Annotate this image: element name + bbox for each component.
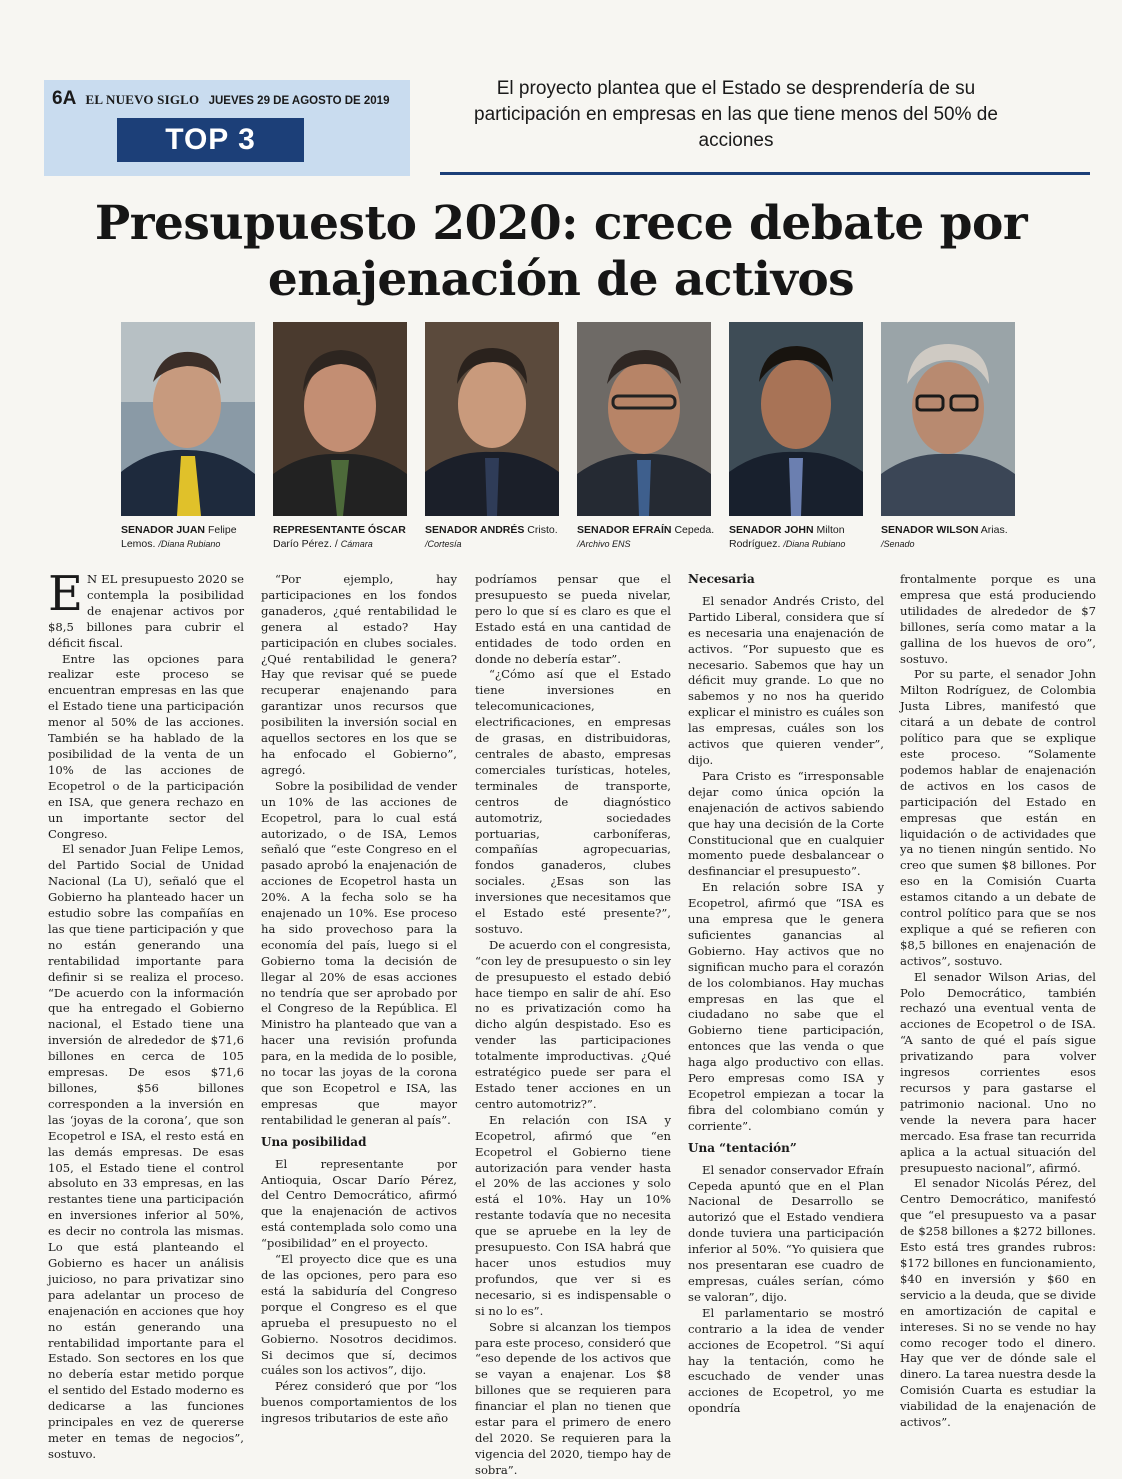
paragraph: El senador Juan Felipe Lemos, del Partido Social de Unidad Nacional (La U), señaló que el Gobierno ha planteado hacer un estudio sobre las compañías en las que tiene participación y que no están generando una rentabilidad importante para definir si se realiza el proceso. “De acuerdo con la información que ha entregado el Gobierno nacional, el Estado tiene una inversión de alrededor de $71,6 billones en cerca de 105 empresas. De esos $71,6 billones, $56 billones corresponden a la inversión en las ‘joyas de la corona’, que son Ecopetrol e ISA, el resto está en las demás empresas. De esas 105, el Estado tiene el control absoluto en 33 empresas, en las restantes tiene una participación en inversiones inferior al 50%, es decir no controla las mismas. Lo que está planteando el Gobierno es hacer un análisis juicioso, no para privatizar sino para adelantar un proceso de enajenación en acciones que hoy no están generando una rentabilidad importante para el Estado. Son sectores en los que no debería estar metido porque el sentido del Estado moderno es dedicarse a las funciones principales en vez de quererse meter en temas de negocios”, sostuvo. (48, 842, 244, 1461)
portrait-photo-5 (729, 322, 863, 516)
paragraph: El representante por Antioquia, Oscar Darío Pérez, del Centro Democrático, afirmó que la enajenación de activos está contemplada solo como una “posibilidad” en el proyecto. (261, 1156, 457, 1251)
paragraph: Pérez consideró que por “los buenos comportamientos de los ingresos tributarios de este año (261, 1379, 457, 1426)
paragraph: “¿Cómo así que el Estado tiene inversiones en telecomunicaciones, electrificaciones, en empresas de grasas, en distribuidoras, centrales de abasto, empresas comerciales turísticas, hoteles, terminales de transporte, centros de diagnóstico automotriz, sociedades portuarias, carboníferas, compañías agropecuarias, fondos ganaderos, clubes sociales. ¿Esas son las inversiones que necesitamos que el Estado esté presente?”, sostuvo. (475, 667, 671, 936)
photo-caption-4: SENADOR EFRAÍN Cepeda. /Archivo ENS (577, 524, 715, 549)
page-info (52, 88, 389, 110)
photo-caption-2: REPRESENTANTE ÓSCAR Darío Pérez. / Cámara (273, 524, 406, 550)
photo-caption-6: SENADOR WILSON Arias. /Senado (881, 524, 1008, 549)
article-column-1: E N EL presupuesto 2020 se contempla la posibilidad de enajenar activos por $8,5 billones para cubrir el déficit fiscal. Entre las opciones para realizar este proceso se encuentran empresas en las que el Estado tiene una participación menor al 50% de las acciones. También se ha hablado de la posibilidad de la venta de un 10% de las acciones de Ecopetrol o de la participación en ISA, que genera rechazo en un importante sector del Congreso. El senador Juan Felipe Lemos, del Partido Social de Unidad Nacional (La U), señaló que el Gobierno ha planteado hacer un estudio sobre las compañías en las que tiene participación y que no están generando una rentabilidad importante para definir si se realiza el proceso. “De acuerdo con la información que ha entregado el Gobierno nacional, el Estado tiene una inversión de alrededor de $71,6 billones en cerca de 105 empresas. De esos $71,6 billones, $56 billones corresponden a la inversión en las ‘joyas de la corona’, que son Ecopetrol e ISA, el resto está en las demás empresas. De esas 105, el Estado tiene el control absoluto en 33 empresas, en las restantes tiene una participación en inversiones inferior al 50%, es decir no controla las mismas. Lo que está planteando el Gobierno es hacer un análisis juicioso, no para privatizar sino para adelantar un proceso de enajenación en acciones que hoy no están generando una rentabilidad importante para el Estado. Son sectores en los que no debería estar metido porque el sentido del Estado moderno es dedicarse a las funciones principales en vez de quererse meter en temas de negocios”, sostuvo. (48, 566, 244, 1461)
article-column-5 (900, 572, 1096, 1430)
issue-date: JUEVES 29 DE AGOSTO DE 2019 (208, 95, 390, 107)
photo-caption-1: SENADOR JUAN Felipe Lemos. /Diana Rubiano (121, 524, 237, 550)
paragraph: El senador Nicolás Pérez, del Centro Democrático, manifestó que “el presupuesto va a pasar de $258 billones a $272 billones. Esto está tres grandes rubros: $172 billones en funcionamiento, $40 en inversión y $60 en servicio a la deuda, que se divide en amortización de capital e intereses. Si no se vende no hay como recoger todo el dinero. Hay que ver de dónde sale el dinero. La tarea nuestra desde la Comisión Cuarta es estudiar la viabilidad de la enajenación de activos”. (900, 1176, 1096, 1430)
paragraph: En relación sobre ISA y Ecopetrol, afirmó que “ISA es una empresa que le genera suficientes ganancias al Gobierno. Hay activos que no significan mucho para el corazón de los colombianos. Hay muchas empresas en las que el ciudadano no sabe que el Gobierno tiene participación, entonces que las venda o que haga algo productivo con ellas. Pero empresas como ISA y Ecopetrol empiezan a tocar la fibra del colombiano común y corriente”. (688, 880, 884, 1133)
portrait-photo-2 (273, 322, 407, 516)
subheading-necesaria: Necesaria (688, 572, 755, 586)
paragraph: Sobre si alcanzan los tiempos para este proceso, consideró que “eso depende de los activos que se vayan a enajenar. Los $8 billones que se requieren para financiar el plan no tienen que estar para el primero de enero del 2020. Se requieren para la vigencia del 2020, tiempo hay de sobra”. (475, 1319, 671, 1477)
newspaper-name: EL NUEVO SIGLO (85, 92, 200, 107)
paragraph: Para Cristo es “irresponsable dejar como única opción la enajenación de activos sabiendo que hay una decisión de la Corte Constitucional que en cualquier momento puede desbalancear o desfinanciar el presupuesto”. (688, 768, 884, 879)
paragraph: “El proyecto dice que es una de las opciones, pero para eso está la sabiduría del Congreso porque el Congreso es el que aprueba el presupuesto no el Gobierno. Nosotros decidimos. Si decimos que sí, decimos cuáles son los activos”, dijo. (261, 1252, 457, 1378)
drop-cap: E (48, 566, 84, 622)
portrait-photo-6 (881, 322, 1015, 516)
subheading-tentacion: Una “tentación” (688, 1140, 797, 1155)
paragraph: En relación con ISA y Ecopetrol, afirmó que “en Ecopetrol el Gobierno tiene autorización para vender hasta el 20% de las acciones y solo está el 10%. Hay un 10% restante todavía que no necesita que se apruebe en la ley de presupuesto. Con ISA habrá que hacer unos estudios muy profundos, que ver si es necesario, si es indispensable o si no lo es”. (475, 1112, 671, 1318)
photo-caption-3: SENADOR ANDRÉS Cristo. /Cortesía (425, 524, 558, 549)
headline: Presupuesto 2020: crece debate por enajenación de activos (94, 196, 1028, 307)
portrait-photo-3 (425, 322, 559, 516)
paragraph: “Por ejemplo, hay participaciones en los fondos ganaderos, ¿qué rentabilidad le genera al estado? Hay participación en clubes sociales. ¿Qué rentabilidad le genera? Hay que revisar qué se puede recuperar enajenando para garantizar unos recursos que posibiliten la inversión social en aquellos sectores en los que se ha enfocado el Gobierno”, agregó. (261, 572, 457, 777)
portrait-photo-4 (577, 322, 711, 516)
paragraph: frontalmente porque es una empresa que está produciendo utilidades de alrededor de $7 billones, sería como matar a la gallina de los huevos de oro”, sostuvo. (900, 572, 1096, 666)
paragraph: Sobre la posibilidad de vender un 10% de las acciones de Ecopetrol, para lo cual está autorizado, o de ISA, Lemos señaló que “este Congreso en el pasado aprobó la enajenación de acciones de Ecopetrol hasta un 20%. A la fecha solo se ha enajenado un 10%. Ese proceso ha sido provechoso para la economía del país, luego si el Gobierno toma la decisión de llegar al 20% de esas acciones no tendría que ser aprobado por el Congreso de la República. El Ministro ha planteado que van a hacer una revisión profunda para, en la medida de lo posible, no tocar las joyas de la corona que son Ecopetrol e ISA, las empresas que mayor rentabilidad le generan al país”. (261, 778, 457, 1127)
article-column-3 (475, 572, 671, 1477)
photo-caption-5: SENADOR JOHN Milton Rodríguez. /Diana Rubiano (729, 524, 846, 550)
subheading-posibilidad: Una posibilidad (261, 1134, 367, 1149)
paragraph: podríamos pensar que el presupuesto se pueda nivelar, pero lo que sí es claro es que el Estado está en una cantidad de entidades de todo orden en donde no debería estar”. (475, 572, 671, 666)
paragraph: Por su parte, el senador John Milton Rodríguez, de Colombia Justa Libres, manifestó que citará a un debate de control político para que se explique este proceso. “Solamente podemos hablar de enajenación de activos en los casos de participación del Estado en empresas que están en liquidación o de actividades que ya no tienen ningún sentido. No creo que sumen $8 billones. Por eso en la Comisión Cuarta estamos citando a un debate de control político para que se nos explique a qué se refieren con $8,5 billones en enajenación de activos”, sostuvo. (900, 667, 1096, 968)
paragraph: De acuerdo con el congresista, “con ley de presupuesto o sin ley de presupuesto el estado debió hace tiempo en salir de ahí. Eso no es privatización como ha dicho algún despistado. Eso es vender las participaciones totalmente improductivas. ¿Qué estratégico puede ser para el Estado tener acciones en un centro automotriz?”. (475, 937, 671, 1111)
paragraph: El senador Wilson Arias, del Polo Democrático, también rechazó una eventual venta de acciones de Ecopetrol o de ISA. “A santo de qué el país sigue privatizando para volver ingresos corrientes esos recursos y para gastarse el patrimonio nacional. Uno no vende la nevera para hacer mercado. Esa frase tan recurrida aplica a la actual situación del presupuesto nacional”, afirmó. (900, 969, 1096, 1175)
paragraph: El parlamentario se mostró contrario a la idea de vender acciones de Ecopetrol. “Si aquí hay la tentación, como he escuchado de vender unas acciones de Ecopetrol, yo me opondría (688, 1305, 884, 1416)
paragraph: Entre las opciones para realizar este proceso se encuentran empresas en las que el Estado tiene una participación menor al 50% de las acciones. También se ha hablado de la posibilidad de la venta de un 10% de las acciones de Ecopetrol o de la participación en ISA, que genera rechazo en un importante sector del Congreso. (48, 651, 244, 841)
subheadline: El proyecto plantea que el Estado se desprendería de su participación en empresas en las que tiene menos del 50% de acciones (474, 78, 998, 151)
paragraph: El senador conservador Efraín Cepeda apuntó que en el Plan Nacional de Desarrollo se autorizó que el Estado vendiera donde tuviera una participación inferior al 50%. “Yo quisiera que nos presentaran ese cuadro de empresas, cuáles serían, cómo se valoran”, dijo. (688, 1162, 884, 1304)
portrait-photo-1 (121, 322, 255, 516)
paragraph: El senador Andrés Cristo, del Partido Liberal, considera que sí es necesaria una enajenación de activos. “Por supuesto que es necesario. Sabemos que hay un déficit muy grande. Lo que no sabemos y no nos ha querido explicar el ministro es cuáles son las empresas, cuáles son los activos que quieren vender”, dijo. (688, 593, 884, 767)
header-rule (440, 172, 1090, 175)
page-number: 6A (52, 88, 77, 109)
section-tag: TOP 3 (117, 118, 304, 162)
article-column-2 (261, 572, 457, 1426)
article-column-4 (688, 572, 884, 1416)
